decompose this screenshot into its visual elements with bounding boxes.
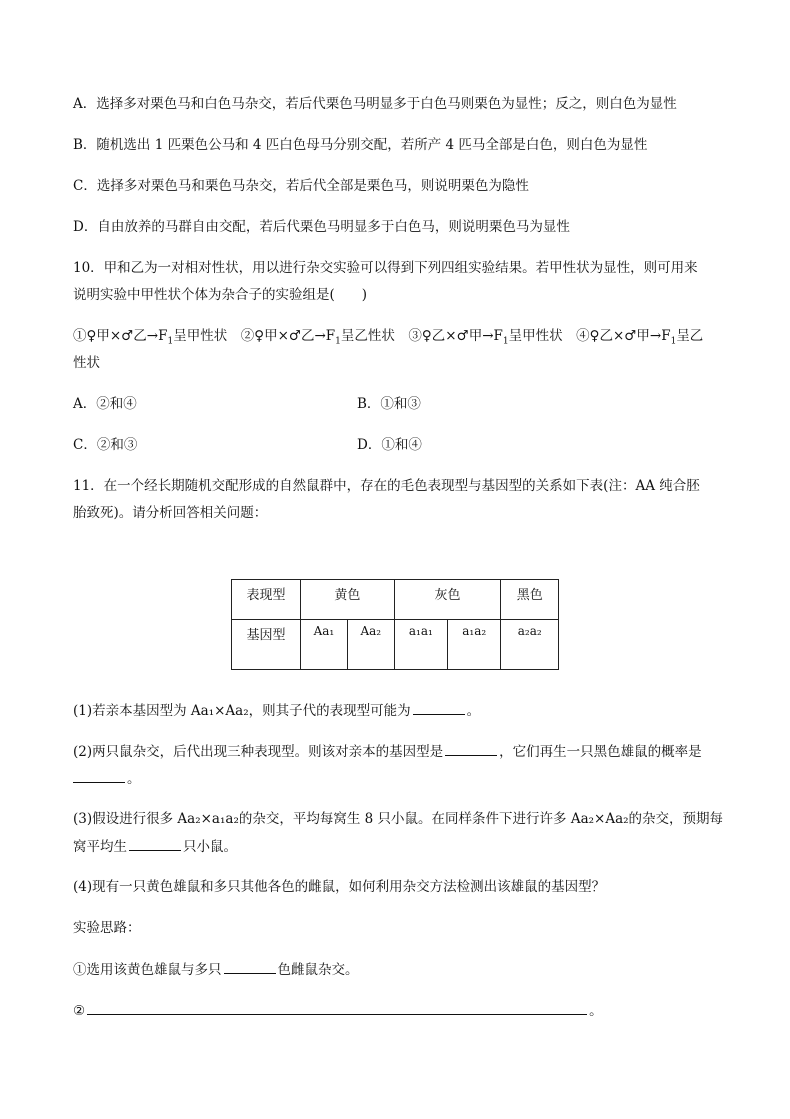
experiment-step1: ①选用该黄色雄鼠与多只 色雌鼠杂交。 xyxy=(73,959,359,980)
experiment-idea-label: 实验思路： xyxy=(73,920,141,936)
q11-part2-line1: (2)两只鼠杂交，后代出现三种表现型。则该对亲本的基因型是 ，它们再生一只黑色雄鼠的概率是 xyxy=(73,741,702,762)
table-cell-genotype: a₁a₂ xyxy=(448,620,501,670)
table-cell-genotype: a₁a₁ xyxy=(394,620,447,670)
q10-stem-line2: 说明实验中甲性状个体为杂合子的实验组是( ) xyxy=(73,287,368,303)
q11-part3-line2: 窝平均生 只小鼠。 xyxy=(73,836,237,857)
table-header-gray: 灰色 xyxy=(394,580,501,620)
table-cell-genotype: Aa₂ xyxy=(347,620,394,670)
q10-item1: ①♀甲×♂乙→F xyxy=(73,328,168,344)
option-b-prev: B．随机选出 1 匹栗色公马和 4 匹白色母马分别交配，若所产 4 匹马全部是白色，则白色为显性 xyxy=(73,137,648,153)
q10-items-line2: 性状 xyxy=(73,355,100,371)
q10-items-line1: ①♀甲×♂乙$\to F_1$呈甲性状 ②♀甲×♂乙$\to F_1$呈乙性状 ③♀乙×♂甲$\to F_1$呈甲性状 ④♀乙×♂甲$\to F_1$呈乙 xyxy=(73,328,704,347)
q10-option-c: C．②和③ xyxy=(73,437,138,453)
table-header-black: 黑色 xyxy=(501,580,559,620)
table-cell-genotype: Aa₁ xyxy=(301,620,348,670)
table-header-phenotype: 表现型 xyxy=(232,580,301,620)
option-a-prev: A．选择多对栗色马和白色马杂交，若后代栗色马明显多于白色马则栗色为显性；反之，则白色为显性 xyxy=(73,96,677,112)
answer-blank[interactable] xyxy=(87,1000,587,1015)
q10-stem-line1: 10．甲和乙为一对相对性状，用以进行杂交实验可以得到下列四组实验结果。若甲性状为显性，则可用来 xyxy=(73,260,698,276)
q11-part1: (1)若亲本基因型为 Aa₁×Aa₂，则其子代的表现型可能为 。 xyxy=(73,700,480,721)
q11-part4: (4)现有一只黄色雄鼠和多只其他各色的雌鼠，如何利用杂交方法检测出该雄鼠的基因型？ xyxy=(73,879,606,895)
q11-part3-line1: (3)假设进行很多 Aa₂×a₁a₂的杂交，平均每窝生 8 只小鼠。在同样条件下进行许多 Aa₂×Aa₂的杂交，预期每 xyxy=(73,811,724,827)
genotype-table xyxy=(231,579,559,670)
experiment-step2: ② 。 xyxy=(73,1000,603,1021)
option-c-prev: C．选择多对栗色马和栗色马杂交，若后代全部是栗色马，则说明栗色为隐性 xyxy=(73,178,529,194)
q10-option-d: D．①和④ xyxy=(357,437,422,453)
option-d-prev: D．自由放养的马群自由交配，若后代栗色马明显多于白色马，则说明栗色马为显性 xyxy=(73,219,570,235)
answer-blank[interactable] xyxy=(73,768,125,783)
table-cell-genotype: a₂a₂ xyxy=(501,620,559,670)
answer-blank[interactable] xyxy=(224,959,276,974)
q11-stem-line2: 胎致死)。请分析回答相关问题： xyxy=(73,505,268,521)
table-header-yellow: 黄色 xyxy=(301,580,395,620)
q11-part2-line2: 。 xyxy=(73,768,141,789)
q11-stem-line1: 11．在一个经长期随机交配形成的自然鼠群中，存在的毛色表现型与基因型的关系如下表(注：AA 纯合胚 xyxy=(73,478,700,494)
answer-blank[interactable] xyxy=(445,741,497,756)
answer-blank[interactable] xyxy=(413,700,465,715)
answer-blank[interactable] xyxy=(129,836,181,851)
q10-option-b: B．①和③ xyxy=(357,396,421,412)
table-header-genotype: 基因型 xyxy=(232,620,301,670)
q10-option-a: A．②和④ xyxy=(73,396,137,412)
